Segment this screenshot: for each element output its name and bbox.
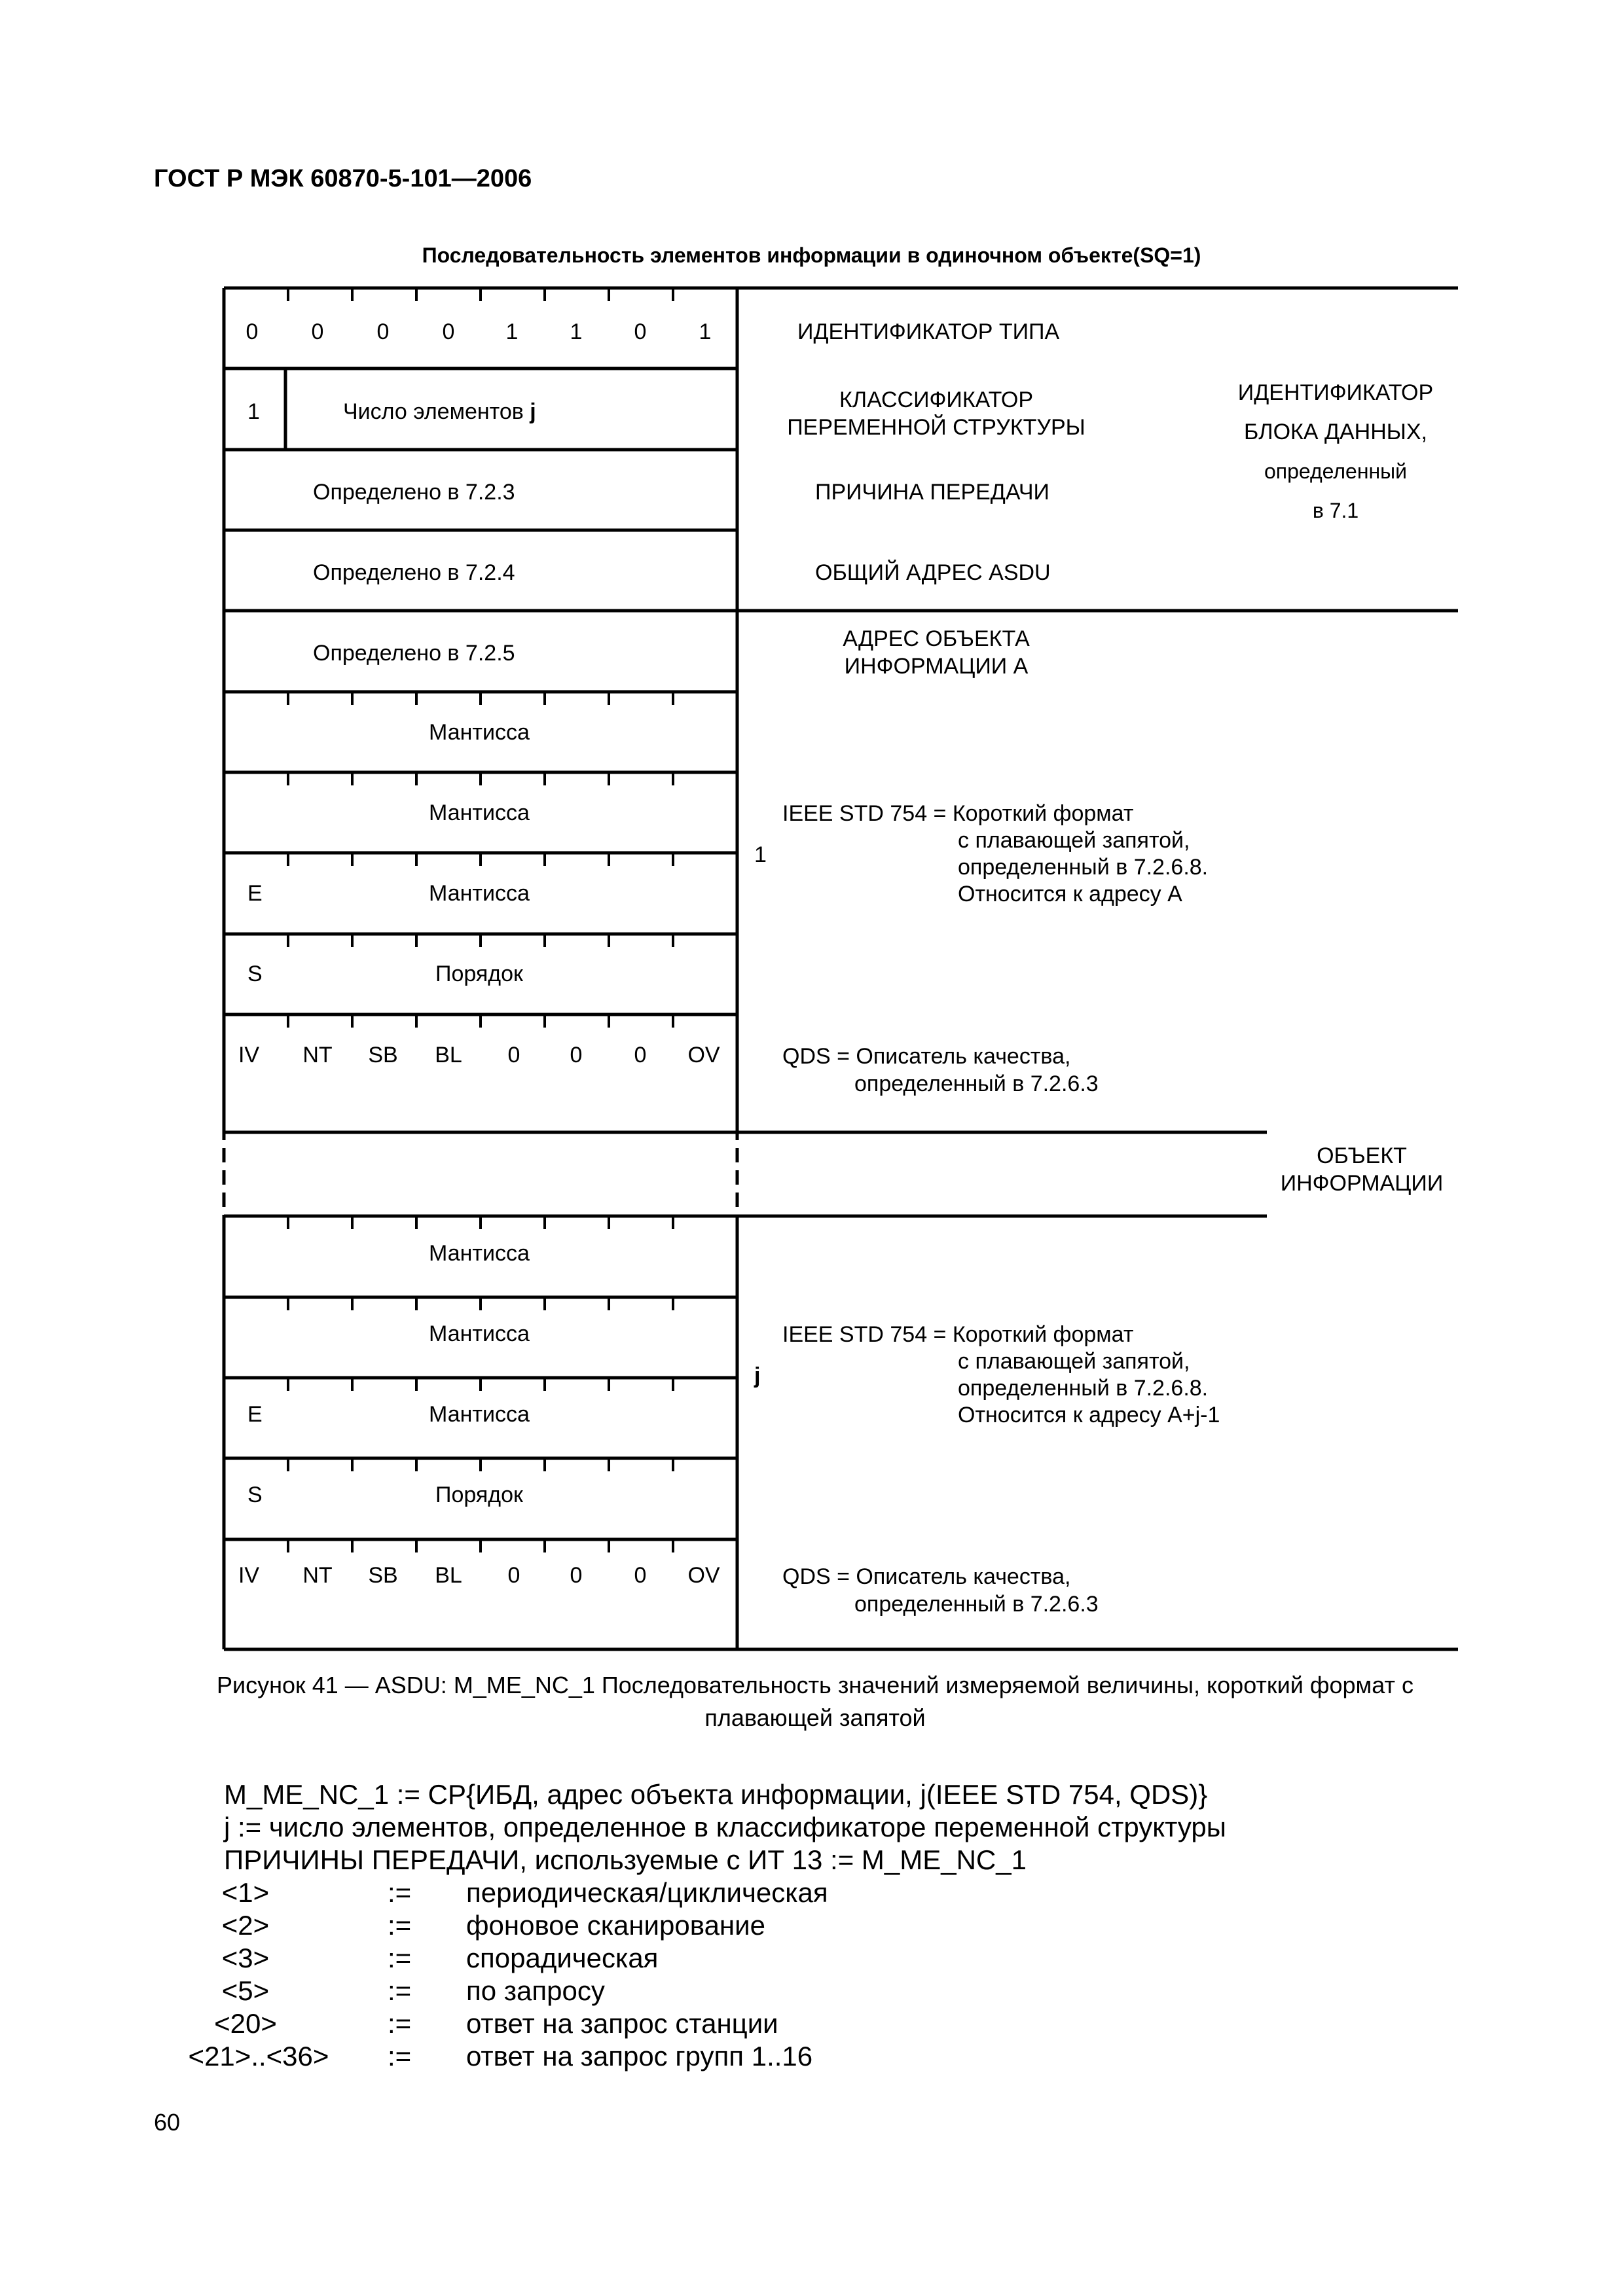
e-bit-label: E <box>247 1402 263 1427</box>
group2-qds-label <box>782 1563 1099 1618</box>
type-id-label: ИДЕНТИФИКАТОР ТИПА <box>797 319 1060 344</box>
group1-index: 1 <box>754 842 767 867</box>
vsq-right-line: КЛАССИФИКАТОР <box>839 387 1034 412</box>
qds-bit: SB <box>368 1563 398 1588</box>
object-line: ИНФОРМАЦИИ <box>1280 1171 1444 1196</box>
cause-text: ответ на запрос групп 1..16 <box>466 2041 813 2072</box>
qds-bit: 0 <box>634 1563 647 1588</box>
ieee-line: Относится к адресу А+j-1 <box>958 1403 1220 1427</box>
qds-bit: BL <box>435 1563 462 1588</box>
qds-line: определенный в 7.2.6.3 <box>854 1071 1099 1096</box>
ioa-right-line: АДРЕС ОБЪЕКТА <box>843 626 1030 651</box>
vsq-variable: j <box>530 399 536 424</box>
qds-bit: BL <box>435 1043 462 1067</box>
bit-cell: 0 <box>634 319 647 344</box>
ieee-line: IEEE STD 754 = Короткий формат <box>782 1322 1134 1347</box>
exponent-label: Порядок <box>435 961 523 986</box>
cot-label: Определено в 7.2.3 <box>313 480 515 505</box>
s-bit-label: S <box>247 1482 263 1507</box>
cause-code: <2> <box>221 1910 270 1941</box>
s-bit-label: S <box>247 961 263 986</box>
figure-title: Последовательность элементов информации в одиночном объекте(SQ=1) <box>422 243 1201 267</box>
qds-bit: NT <box>302 1563 333 1588</box>
cause-code: <20> <box>214 2008 277 2039</box>
group1-ieee-label <box>782 800 1208 908</box>
bit-cell: 1 <box>699 319 712 344</box>
ieee-line: с плавающей запятой, <box>958 828 1190 853</box>
bit-cell: 0 <box>376 319 390 344</box>
ieee-line: с плавающей запятой, <box>958 1349 1190 1374</box>
ioa-right-label <box>805 625 1067 680</box>
cause-code: <3> <box>221 1943 270 1973</box>
group2-index: j <box>754 1363 761 1388</box>
ieee-line: определенный в 7.2.6.8. <box>958 855 1209 880</box>
cause-op: := <box>388 1943 412 1973</box>
cause-op: := <box>388 2041 412 2072</box>
qds-line: QDS = Описатель качества, <box>782 1564 1071 1589</box>
bit-cell: 1 <box>570 319 583 344</box>
mantissa-label: Мантисса <box>429 1241 530 1266</box>
exponent-label: Порядок <box>435 1482 523 1507</box>
ioa-right-line: ИНФОРМАЦИИ А <box>844 654 1029 679</box>
group1-qds-label <box>782 1043 1099 1098</box>
cause-text: фоновое сканирование <box>466 1910 765 1941</box>
vsq-label: Число элементов <box>343 399 524 424</box>
formula-line-3: ПРИЧИНЫ ПЕРЕДАЧИ, используемые с ИТ 13 := M_ME_NC_1 <box>224 1844 1027 1875</box>
common-address-label: Определено в 7.2.4 <box>313 560 515 585</box>
qds-line: QDS = Описатель качества, <box>782 1044 1071 1069</box>
vsq-right-label <box>773 386 1100 441</box>
bit-cell: 0 <box>311 319 324 344</box>
mantissa-label: Мантисса <box>429 1402 530 1427</box>
qds-bit: OV <box>687 1563 720 1588</box>
vsq-number-label <box>343 399 536 425</box>
cot-right-label: ПРИЧИНА ПЕРЕДАЧИ <box>815 480 1049 505</box>
formula-line-1: M_ME_NC_1 := CP{ИБД, адрес объекта информации, j(IEEE STD 754, QDS)} <box>224 1779 1208 1810</box>
qds-bit: IV <box>238 1563 260 1588</box>
qds-bit: 0 <box>570 1563 583 1588</box>
cause-op: := <box>388 1877 412 1908</box>
e-bit-label: E <box>247 881 263 906</box>
tick-row <box>288 288 673 301</box>
page-number: 60 <box>154 2109 181 2136</box>
mantissa-label: Мантисса <box>429 1321 530 1346</box>
qds-bit: 0 <box>507 1563 520 1588</box>
cause-text: по запросу <box>466 1975 605 2006</box>
ieee-line: Относится к адресу А <box>958 882 1182 906</box>
cause-text: ответ на запрос станции <box>466 2008 778 2039</box>
dui-line: определенный <box>1264 459 1408 483</box>
cause-code: <21>..<36> <box>188 2041 329 2072</box>
cause-text: спорадическая <box>466 1943 659 1973</box>
bit-cell: 0 <box>246 319 259 344</box>
vsq-sq-bit: 1 <box>247 399 260 424</box>
bit-cell: 1 <box>505 319 519 344</box>
common-address-right-label: ОБЩИЙ АДРЕС ASDU <box>815 560 1051 585</box>
bit-cell: 0 <box>442 319 455 344</box>
object-line: ОБЪЕКТ <box>1317 1143 1407 1168</box>
ieee-line: IEEE STD 754 = Короткий формат <box>782 801 1134 826</box>
mantissa-label: Мантисса <box>429 800 530 825</box>
cause-code: <5> <box>221 1975 270 2006</box>
dui-label <box>1224 373 1447 530</box>
vsq-right-line: ПЕРЕМЕННОЙ СТРУКТУРЫ <box>787 415 1085 440</box>
formula-line-2: j := число элементов, определенное в классификаторе переменной структуры <box>224 1812 1226 1842</box>
object-label <box>1264 1142 1460 1197</box>
dui-line: ИДЕНТИФИКАТОР <box>1237 380 1434 405</box>
qds-line: определенный в 7.2.6.3 <box>854 1592 1099 1617</box>
document-header: ГОСТ Р МЭК 60870-5-101—2006 <box>154 165 532 192</box>
cause-op: := <box>388 1910 412 1941</box>
qds-bit: 0 <box>507 1043 520 1067</box>
qds-bit: SB <box>368 1043 398 1067</box>
qds-bit: 0 <box>634 1043 647 1067</box>
mantissa-label: Мантисса <box>429 881 530 906</box>
dui-line: в 7.1 <box>1312 499 1359 522</box>
cause-code: <1> <box>221 1877 270 1908</box>
ieee-line: определенный в 7.2.6.8. <box>958 1376 1209 1401</box>
ioa-label: Определено в 7.2.5 <box>313 641 515 666</box>
cause-text: периодическая/циклическая <box>466 1877 828 1908</box>
qds-bit: NT <box>302 1043 333 1067</box>
figure-caption: Рисунок 41 — ASDU: M_ME_NC_1 Последовательность значений измеряемой величины, короткий формат с плавающей запятой <box>216 1672 1414 1731</box>
cause-op: := <box>388 1975 412 2006</box>
group2-ieee-label <box>782 1321 1220 1429</box>
mantissa-label: Мантисса <box>429 720 530 745</box>
qds-bit: OV <box>687 1043 720 1067</box>
qds-bit: 0 <box>570 1043 583 1067</box>
dui-line: БЛОКА ДАННЫХ, <box>1243 420 1428 444</box>
qds-bit: IV <box>238 1043 260 1067</box>
cause-op: := <box>388 2008 412 2039</box>
